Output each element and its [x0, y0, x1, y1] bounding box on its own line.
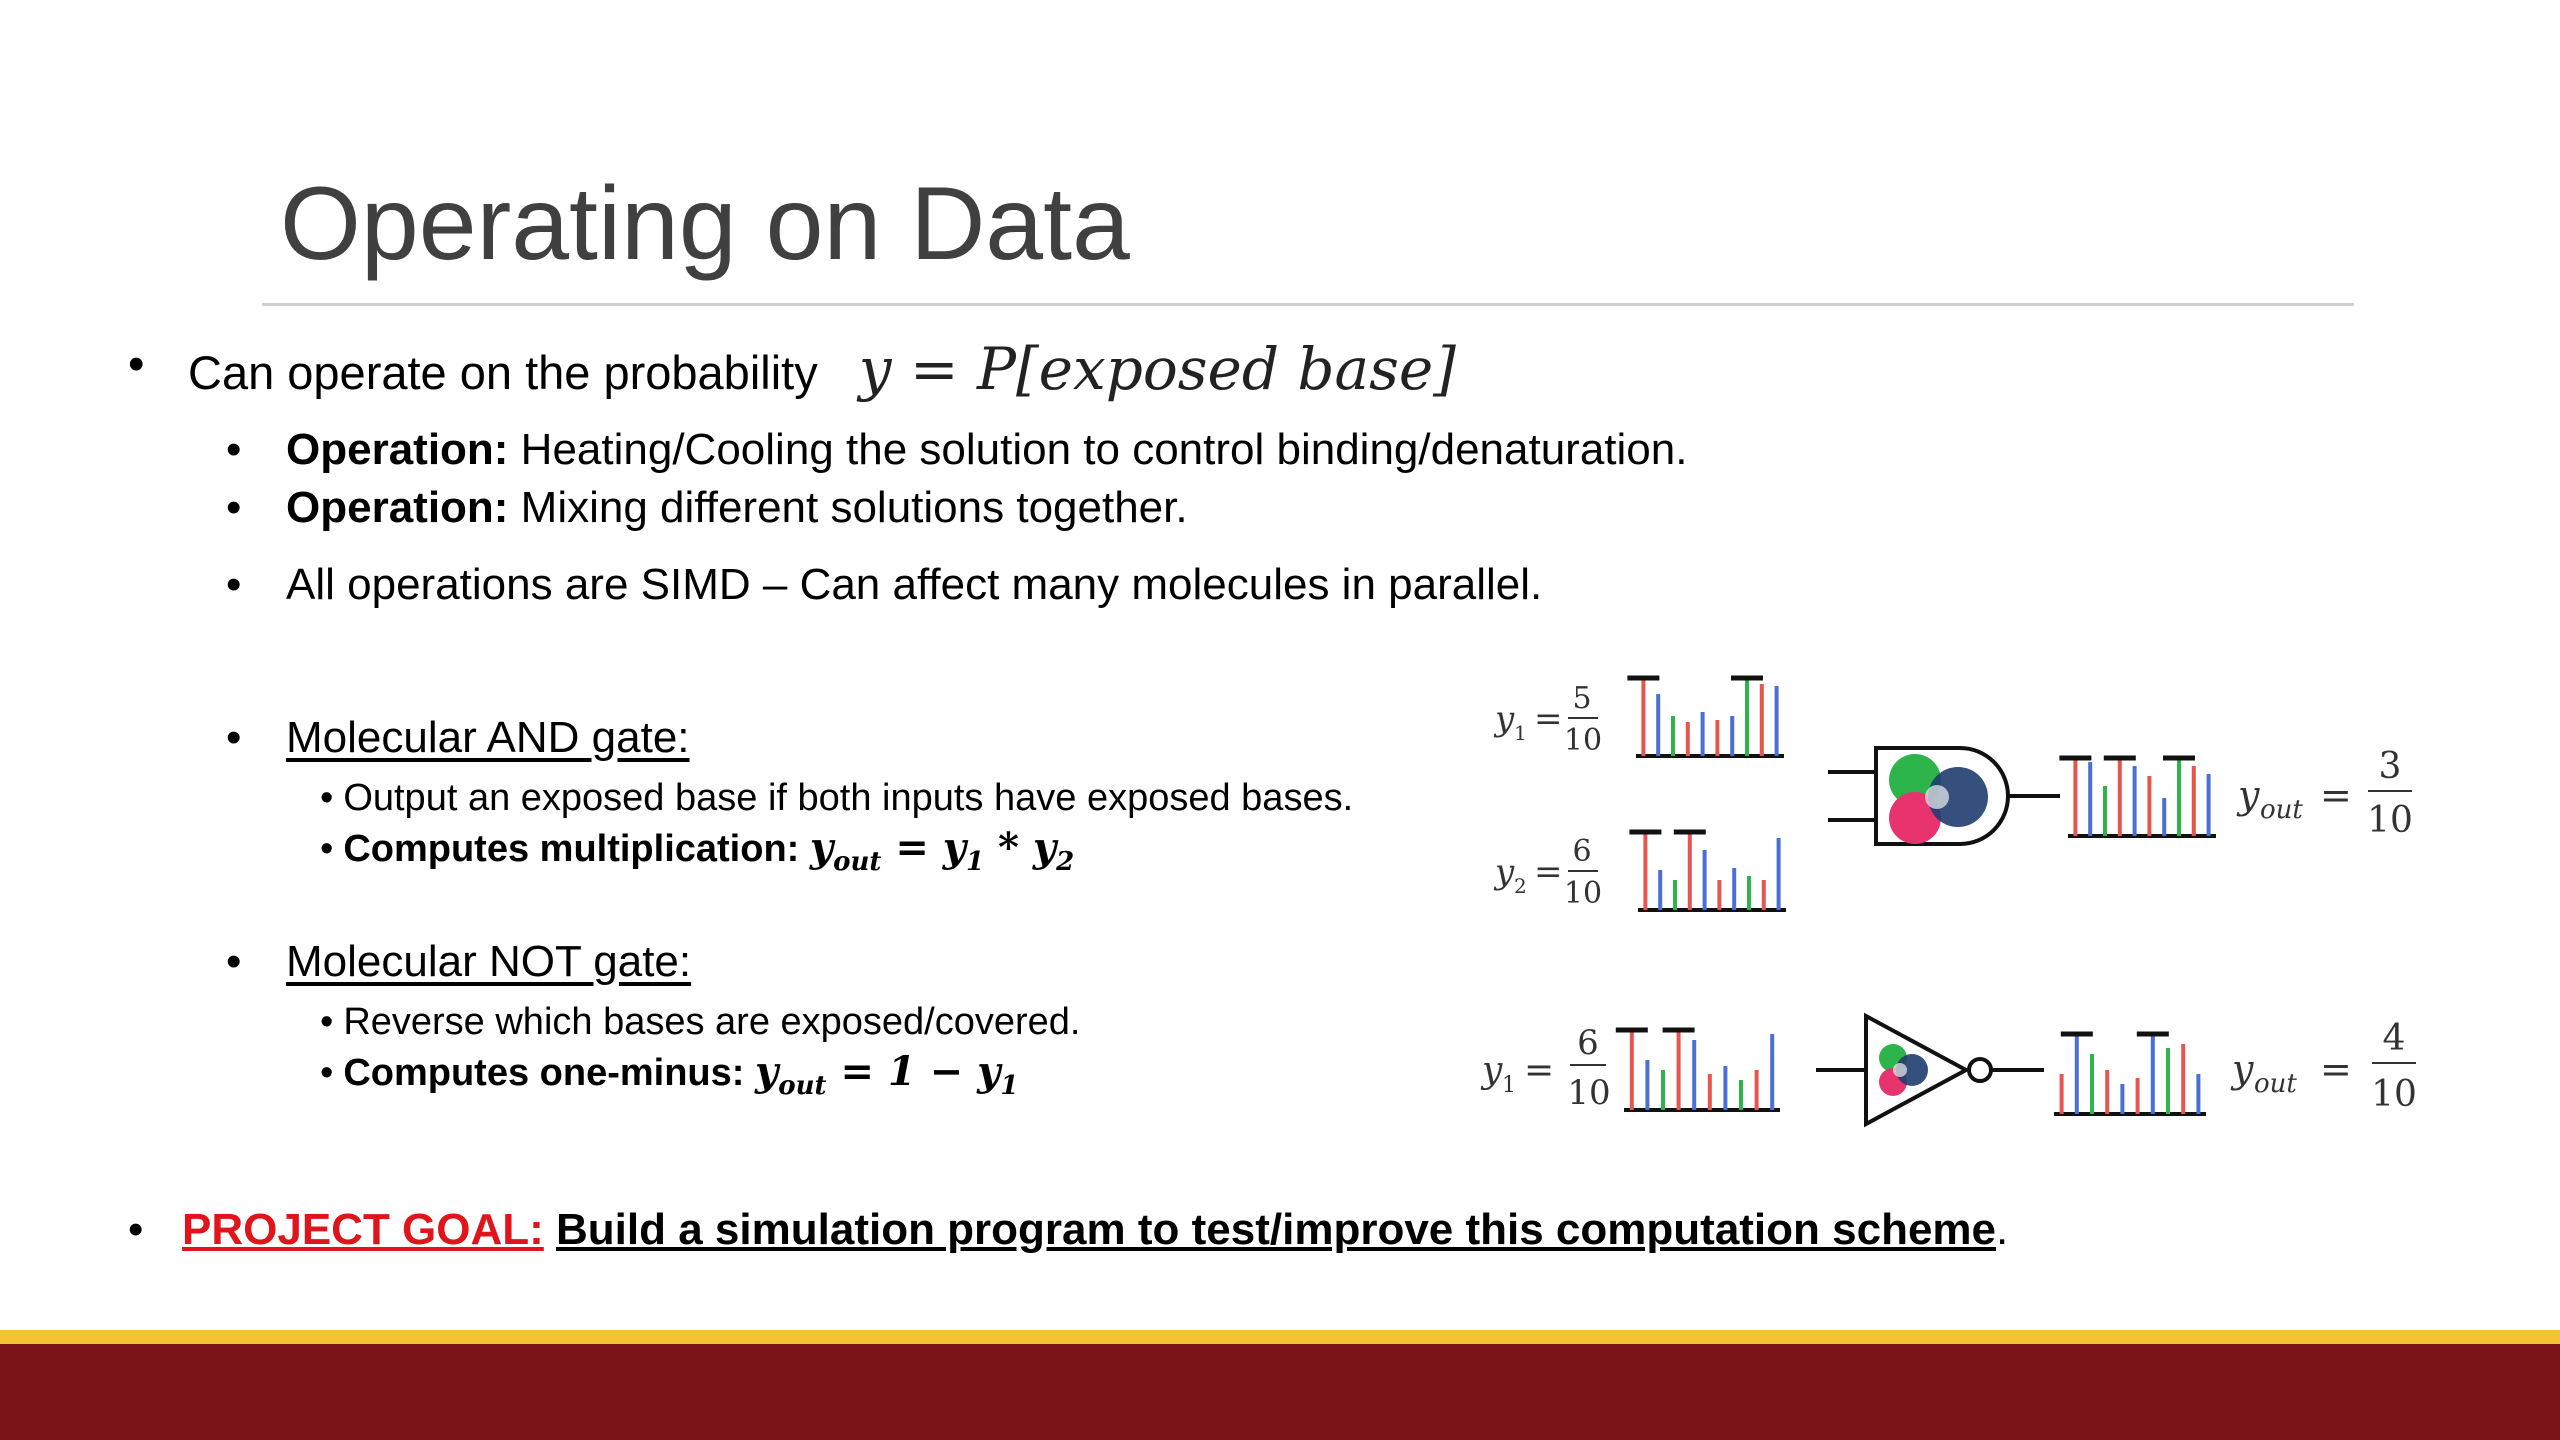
svg-text:1: 1: [1502, 1073, 1516, 1098]
operation-mixing-text: Mixing different solutions together.: [508, 483, 1188, 532]
svg-text:1: 1: [1514, 721, 1527, 745]
svg-text:10: 10: [2371, 1074, 2417, 1115]
not-output-strands: [2054, 1034, 2206, 1114]
svg-text:4: 4: [2382, 1018, 2406, 1059]
svg-text:=: =: [1534, 852, 1563, 892]
project-goal-label: PROJECT GOAL:: [182, 1205, 544, 1254]
operation-label: Operation:: [286, 483, 509, 532]
svg-text:=: =: [2320, 773, 2352, 817]
operation-label: Operation:: [286, 425, 509, 474]
not-output-label: [2230, 1018, 2417, 1115]
svg-text:=: =: [1534, 699, 1563, 739]
and-input-1-label: [1493, 681, 1602, 758]
svg-text:y: y: [2232, 1047, 2254, 1091]
svg-text:6: 6: [1577, 1023, 1599, 1063]
not-gate-computes-label: Computes one-minus:: [343, 1052, 745, 1094]
and-gate-symbol: [1828, 748, 2060, 844]
and-gate-heading: Molecular AND gate:: [286, 713, 690, 762]
not-gate-desc-text: Reverse which bases are exposed/covered.: [343, 1001, 1081, 1043]
and-input-2-label: [1493, 834, 1602, 911]
bullet-probability-text: Can operate on the probability: [188, 346, 818, 399]
footer-band: [0, 1344, 2560, 1440]
and-input-2-strands: [1629, 832, 1786, 910]
and-gate-formula: $y_{out} = y_1 * y_2$: [809, 824, 1075, 877]
footer-gold-stripe: [0, 1330, 2560, 1344]
svg-text:3: 3: [2378, 746, 2402, 787]
svg-text:6: 6: [1572, 834, 1592, 869]
svg-text:out: out: [2260, 795, 2303, 825]
project-goal-text: Build a simulation program to test/improve this computation scheme: [556, 1205, 1997, 1254]
not-gate-heading: Molecular NOT gate:: [286, 937, 692, 986]
not-gate-formula: $y_{out} = 1 - y_1$: [755, 1048, 1019, 1101]
and-output-strands: [2059, 758, 2216, 836]
svg-text:y: y: [1482, 1050, 1503, 1091]
svg-text:10: 10: [1563, 723, 1603, 758]
svg-text:=: =: [2320, 1047, 2352, 1091]
svg-text:2: 2: [1514, 874, 1527, 898]
svg-text:10: 10: [1563, 876, 1603, 911]
probability-formula: y = P[exposed base]: [858, 335, 1456, 403]
svg-text:y: y: [1495, 852, 1515, 892]
svg-text:5: 5: [1572, 681, 1592, 716]
svg-text:y: y: [1495, 699, 1515, 739]
and-gate-desc-text: Output an exposed base if both inputs have exposed bases.: [343, 777, 1354, 819]
and-input-1-strands: [1627, 678, 1784, 756]
and-gate-computes-label: Computes multiplication:: [343, 828, 800, 870]
not-gate-symbol: [1816, 1016, 2044, 1124]
svg-text:10: 10: [1567, 1073, 1611, 1113]
project-goal: • PROJECT GOAL: Build a simulation program to test/improve this computation scheme.: [128, 1205, 2009, 1254]
not-input-label: [1480, 1023, 1611, 1113]
svg-text:out: out: [2254, 1069, 2297, 1099]
and-output-label: [2236, 746, 2413, 841]
svg-text:10: 10: [2367, 800, 2413, 841]
project-goal-end: .: [1996, 1205, 2009, 1254]
slide-title: Operating on Data: [280, 166, 1130, 282]
svg-text:=: =: [1524, 1050, 1555, 1091]
operation-heating-text: Heating/Cooling the solution to control binding/denaturation.: [508, 425, 1688, 474]
svg-text:y: y: [2238, 773, 2260, 817]
simd-text: All operations are SIMD – Can affect many molecules in parallel.: [286, 560, 1543, 609]
not-input-strands: [1616, 1030, 1780, 1110]
